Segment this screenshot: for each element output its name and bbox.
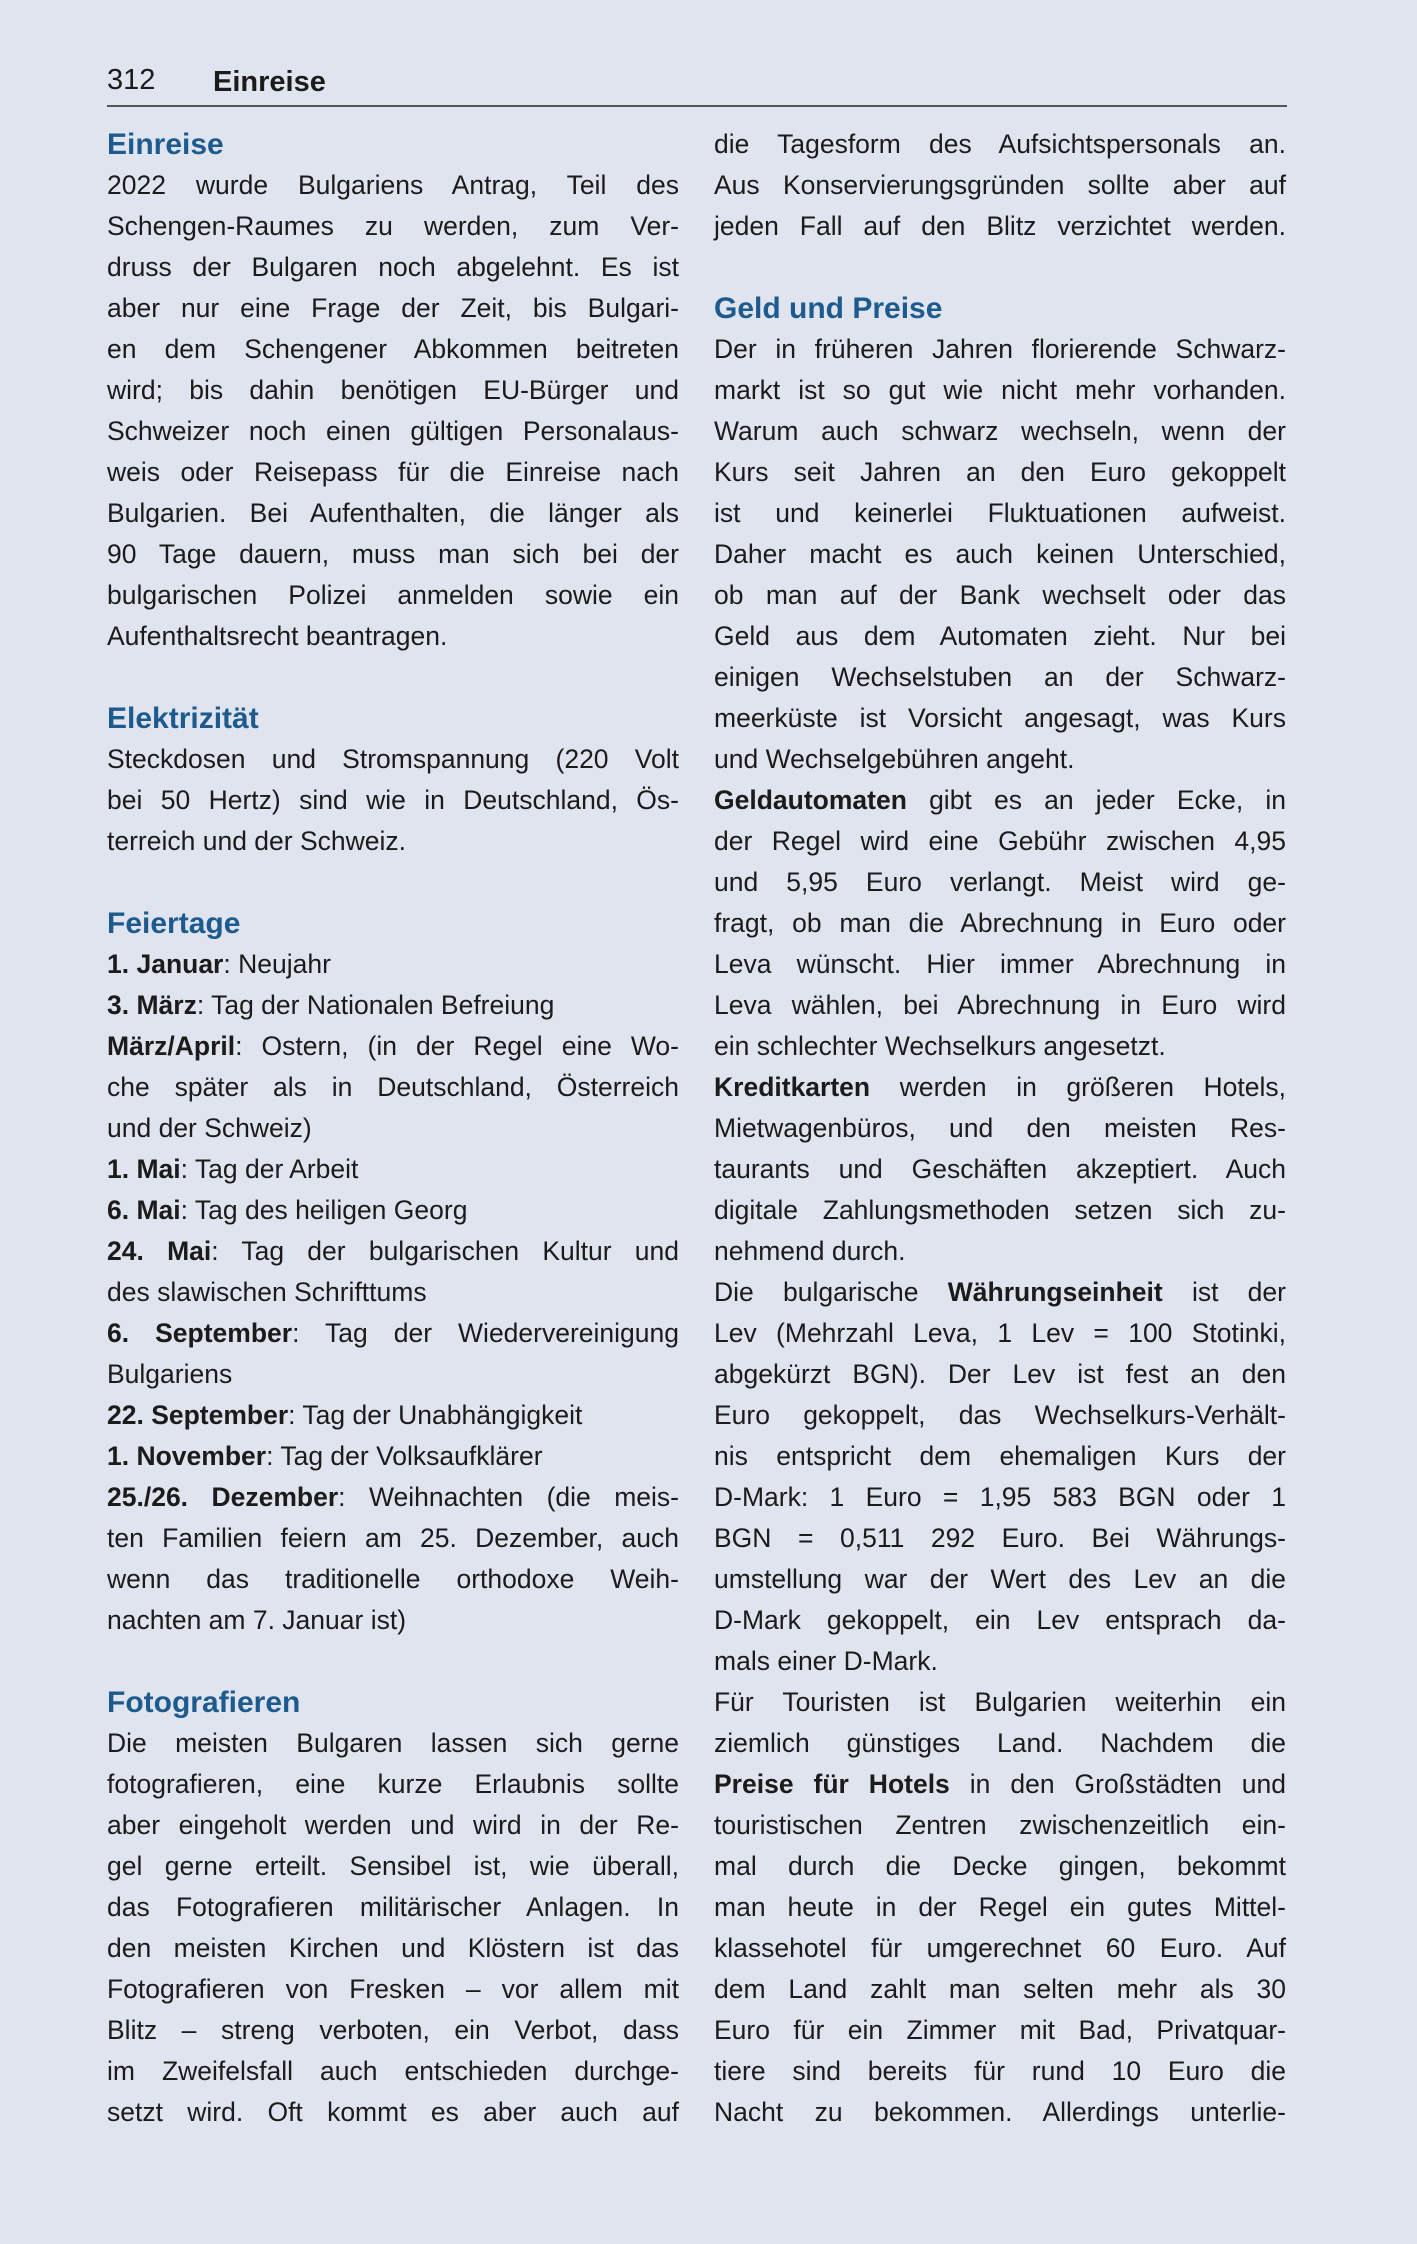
text-line (714, 493, 1286, 534)
text-line (107, 944, 679, 985)
bold-term: 1. Januar (107, 949, 224, 979)
text-segment: und der Schweiz) (107, 1113, 312, 1143)
text-segment: abgekürzt BGN). Der Lev ist fest an den (714, 1359, 1286, 1389)
text-line (107, 329, 679, 370)
text-segment: bulgarischen Polizei anmelden sowie ein (107, 580, 679, 610)
bold-term: 25./26. Dezember (107, 1482, 339, 1512)
text-segment: und 5,95 Euro verlangt. Meist wird ge- (714, 867, 1286, 897)
text-line (714, 1231, 1286, 1272)
left-column (107, 124, 679, 2133)
text-segment: Steckdosen und Stromspannung (220 Volt (107, 744, 679, 774)
section-heading: Geld und Preise (714, 292, 943, 325)
text-line (107, 2010, 679, 2051)
text-segment: mal durch die Decke gingen, bekommt (714, 1851, 1286, 1881)
text-line (107, 534, 679, 575)
text-segment: Kurs seit Jahren an den Euro gekoppelt (714, 457, 1286, 487)
text-segment: Für Touristen ist Bulgarien weiterhin ein (714, 1687, 1286, 1717)
text-segment: Leva wünscht. Hier immer Abrechnung in (714, 949, 1286, 979)
text-segment: : Tag der Volksaufklärer (266, 1441, 543, 1471)
text-line (107, 1067, 679, 1108)
text-line (107, 780, 679, 821)
text-line (714, 329, 1286, 370)
text-segment: Geld aus dem Automaten zieht. Nur bei (714, 621, 1286, 651)
text-line (714, 411, 1286, 452)
text-line (714, 1518, 1286, 1559)
text-segment: : Tag der Unabhängigkeit (288, 1400, 583, 1430)
text-line (107, 2051, 679, 2092)
text-segment: Nacht zu bekommen. Allerdings unterlie- (714, 2097, 1286, 2127)
text-segment: jeden Fall auf den Blitz verzichtet werden. (714, 211, 1286, 241)
bold-term: 6. September (107, 1318, 293, 1348)
text-segment: : Tag der Nationalen Befreiung (196, 990, 555, 1020)
text-segment: 90 Tage dauern, muss man sich bei der (107, 539, 679, 569)
text-line (107, 821, 679, 862)
text-segment: Bulgarien. Bei Aufenthalten, die länger als (107, 498, 679, 528)
text-segment: aber nur eine Frage der Zeit, bis Bulgari- (107, 293, 679, 323)
bold-term: Geldautomaten (714, 785, 907, 815)
text-line (107, 288, 679, 329)
text-line (107, 206, 679, 247)
bold-term: Währungseinheit (947, 1277, 1163, 1307)
text-segment: druss der Bulgaren noch abgelehnt. Es ist (107, 252, 679, 282)
text-line (714, 1313, 1286, 1354)
text-segment: : Weihnachten (die meis- (338, 1482, 679, 1512)
text-line (107, 1026, 679, 1067)
text-line (107, 1764, 679, 1805)
bold-term: 1. Mai (107, 1154, 181, 1184)
text-line (714, 1969, 1286, 2010)
text-line (107, 575, 679, 616)
text-line (107, 1559, 679, 1600)
text-segment: BGN = 0,511 292 Euro. Bei Währungs- (714, 1523, 1286, 1553)
text-line (714, 780, 1286, 821)
text-line (107, 165, 679, 206)
text-segment: fotografieren, eine kurze Erlaubnis sollte (107, 1769, 679, 1799)
text-line (714, 370, 1286, 411)
text-line (107, 1436, 679, 1477)
text-line (714, 985, 1286, 1026)
text-segment: Lev (Mehrzahl Leva, 1 Lev = 100 Stotinki, (714, 1318, 1286, 1348)
text-line (714, 124, 1286, 165)
text-segment: Euro gekoppelt, das Wechselkurs-Verhält- (714, 1400, 1286, 1430)
text-segment: : Tag des heiligen Georg (180, 1195, 468, 1225)
text-line (714, 1764, 1286, 1805)
text-segment: nis entspricht dem ehemaligen Kurs der (714, 1441, 1286, 1471)
text-line (107, 1928, 679, 1969)
text-segment: Daher macht es auch keinen Unterschied, (714, 539, 1286, 569)
text-segment: Fotografieren von Fresken – vor allem mit (107, 1974, 679, 2004)
text-segment: den meisten Kirchen und Klöstern ist das (107, 1933, 679, 1963)
text-line (714, 206, 1286, 247)
spacer (714, 247, 1286, 288)
text-line (714, 1190, 1286, 1231)
text-line (714, 2092, 1286, 2133)
text-segment: setzt wird. Oft kommt es aber auch auf (107, 2097, 679, 2127)
text-line (714, 165, 1286, 206)
text-line (107, 1354, 679, 1395)
text-segment: klassehotel für umgerechnet 60 Euro. Auf (714, 1933, 1286, 1963)
text-line (714, 1846, 1286, 1887)
text-line (714, 616, 1286, 657)
text-segment: taurants und Geschäften akzeptiert. Auch (714, 1154, 1286, 1184)
text-line (107, 1108, 679, 1149)
text-segment: mals einer D-Mark. (714, 1646, 938, 1676)
text-segment: meerküste ist Vorsicht angesagt, was Kurs (714, 703, 1286, 733)
text-line (107, 493, 679, 534)
text-segment: Blitz – streng verboten, ein Verbot, dass (107, 2015, 679, 2045)
bold-term: 24. Mai (107, 1236, 212, 1266)
text-segment: digitale Zahlungsmethoden setzen sich zu- (714, 1195, 1286, 1225)
text-line (714, 1354, 1286, 1395)
text-segment: und Wechselgebühren angeht. (714, 744, 1075, 774)
text-segment: das Fotografieren militärischer Anlagen. In (107, 1892, 679, 1922)
text-line (714, 575, 1286, 616)
text-segment: gibt es an jeder Ecke, in (906, 785, 1286, 815)
text-line (714, 1272, 1286, 1313)
text-line (107, 1723, 679, 1764)
running-title: Einreise (213, 66, 326, 98)
text-segment: D-Mark gekoppelt, ein Lev entsprach da- (714, 1605, 1286, 1635)
text-segment: Aufenthaltsrecht beantragen. (107, 621, 448, 651)
bold-term: 1. November (107, 1441, 267, 1471)
text-line (714, 1682, 1286, 1723)
text-segment: : Tag der bulgarischen Kultur und (211, 1236, 679, 1266)
text-segment: Schweizer noch einen gültigen Personalaus- (107, 416, 679, 446)
section-heading: Elektrizität (107, 702, 259, 735)
text-line (107, 1272, 679, 1313)
text-line (714, 862, 1286, 903)
text-line (714, 1805, 1286, 1846)
text-segment: ten Familien feiern am 25. Dezember, auch (107, 1523, 679, 1553)
text-segment: Schengen-Raumes zu werden, zum Ver- (107, 211, 679, 241)
text-line (714, 534, 1286, 575)
text-segment: : Ostern, (in der Regel eine Wo- (235, 1031, 679, 1061)
text-segment: wird; bis dahin benötigen EU-Bürger und (107, 375, 679, 405)
text-line (107, 1805, 679, 1846)
text-line (107, 1395, 679, 1436)
text-line (714, 1928, 1286, 1969)
running-header (107, 64, 1287, 106)
text-line (107, 1846, 679, 1887)
text-line (714, 903, 1286, 944)
text-segment: der Regel wird eine Gebühr zwischen 4,95 (714, 826, 1286, 856)
text-segment: fragt, ob man die Abrechnung in Euro oder (714, 908, 1286, 938)
text-segment: Bulgariens (107, 1359, 233, 1389)
spacer (107, 862, 679, 903)
text-segment: : Tag der Wiedervereinigung (292, 1318, 680, 1348)
header-rule (107, 105, 1287, 107)
text-line (714, 739, 1286, 780)
text-segment: nehmend durch. (714, 1236, 906, 1266)
text-segment: Euro für ein Zimmer mit Bad, Privatquar- (714, 2015, 1286, 2045)
text-segment: gel gerne erteilt. Sensibel ist, wie überall, (107, 1851, 679, 1881)
right-column (714, 124, 1286, 2133)
text-segment: dem Land zahlt man selten mehr als 30 (714, 1974, 1286, 2004)
text-segment: im Zweifelsfall auch entschieden durchge- (107, 2056, 679, 2086)
text-line (714, 698, 1286, 739)
bold-term: 3. März (107, 990, 197, 1020)
text-segment: umstellung war der Wert des Lev an die (714, 1564, 1286, 1594)
text-segment: : Neujahr (223, 949, 331, 979)
text-line (107, 2092, 679, 2133)
section-heading: Einreise (107, 128, 224, 161)
text-segment: man heute in der Regel ein gutes Mittel- (714, 1892, 1286, 1922)
text-line (107, 247, 679, 288)
text-line (107, 370, 679, 411)
text-segment: weis oder Reisepass für die Einreise nach (107, 457, 679, 487)
text-line (714, 944, 1286, 985)
text-segment: wenn das traditionelle orthodoxe Weih- (107, 1564, 679, 1594)
text-line (714, 1026, 1286, 1067)
text-segment: ein schlechter Wechselkurs angesetzt. (714, 1031, 1166, 1061)
text-segment: Warum auch schwarz wechseln, wenn der (714, 416, 1286, 446)
text-segment: Die bulgarische (714, 1277, 948, 1307)
text-line (714, 2010, 1286, 2051)
text-line (714, 1108, 1286, 1149)
text-line (107, 1887, 679, 1928)
text-segment: en dem Schengener Abkommen beitreten (107, 334, 679, 364)
text-line (714, 657, 1286, 698)
text-line (714, 2051, 1286, 2092)
text-segment: markt ist so gut wie nicht mehr vorhanden. (714, 375, 1286, 405)
text-segment: Die meisten Bulgaren lassen sich gerne (107, 1728, 679, 1758)
text-segment: 2022 wurde Bulgariens Antrag, Teil des (107, 170, 679, 200)
text-line (107, 1313, 679, 1354)
text-line (107, 985, 679, 1026)
text-line (714, 1600, 1286, 1641)
section-heading: Feiertage (107, 907, 241, 940)
text-segment: ziemlich günstiges Land. Nachdem die (714, 1728, 1286, 1758)
text-segment: D-Mark: 1 Euro = 1,95 583 BGN oder 1 (714, 1482, 1286, 1512)
text-segment: Leva wählen, bei Abrechnung in Euro wird (714, 990, 1286, 1020)
text-segment: aber eingeholt werden und wird in der Re- (107, 1810, 679, 1840)
text-segment: Mietwagenbüros, und den meisten Res- (714, 1113, 1286, 1143)
spacer (107, 657, 679, 698)
text-segment: ist der (1162, 1277, 1286, 1307)
bold-term: 6. Mai (107, 1195, 181, 1225)
text-segment: bei 50 Hertz) sind wie in Deutschland, Ös- (107, 785, 679, 815)
text-line (714, 1067, 1286, 1108)
text-line (107, 411, 679, 452)
text-segment: che später als in Deutschland, Österreich (107, 1072, 679, 1102)
text-segment: tiere sind bereits für rund 10 Euro die (714, 2056, 1286, 2086)
text-line (714, 1723, 1286, 1764)
text-segment: nachten am 7. Januar ist) (107, 1605, 407, 1635)
text-line (714, 1559, 1286, 1600)
text-segment: werden in größeren Hotels, (870, 1072, 1286, 1102)
text-segment: des slawischen Schrifttums (107, 1277, 427, 1307)
text-line (107, 1190, 679, 1231)
text-line (714, 1436, 1286, 1477)
bold-term: Preise für Hotels (714, 1769, 950, 1799)
text-line (714, 1641, 1286, 1682)
text-line (107, 1231, 679, 1272)
text-line (714, 1477, 1286, 1518)
bold-term: Kreditkarten (714, 1072, 871, 1102)
text-line (107, 1600, 679, 1641)
text-line (714, 452, 1286, 493)
text-segment: : Tag der Arbeit (180, 1154, 359, 1184)
text-line (107, 452, 679, 493)
text-segment: in den Großstädten und (949, 1769, 1287, 1799)
text-segment: die Tagesform des Aufsichtspersonals an. (714, 129, 1286, 159)
text-line (107, 1518, 679, 1559)
text-line (714, 821, 1286, 862)
spacer (107, 1641, 679, 1682)
text-segment: ob man auf der Bank wechselt oder das (714, 580, 1286, 610)
text-line (714, 1149, 1286, 1190)
section-heading: Fotografieren (107, 1686, 301, 1719)
text-line (107, 616, 679, 657)
text-line (714, 1887, 1286, 1928)
text-line (714, 1395, 1286, 1436)
text-line (107, 739, 679, 780)
text-segment: Der in früheren Jahren florierende Schwarz- (714, 334, 1286, 364)
page-number: 312 (107, 64, 156, 96)
text-line (107, 1477, 679, 1518)
text-line (107, 1969, 679, 2010)
bold-term: 22. September (107, 1400, 289, 1430)
bold-term: März/April (107, 1031, 236, 1061)
text-segment: terreich und der Schweiz. (107, 826, 407, 856)
text-line (107, 1149, 679, 1190)
text-segment: ist und keinerlei Fluktuationen aufweist. (714, 498, 1286, 528)
text-segment: Aus Konservierungsgründen sollte aber auf (714, 170, 1286, 200)
text-segment: einigen Wechselstuben an der Schwarz- (714, 662, 1286, 692)
text-segment: touristischen Zentren zwischenzeitlich ein- (714, 1810, 1286, 1840)
